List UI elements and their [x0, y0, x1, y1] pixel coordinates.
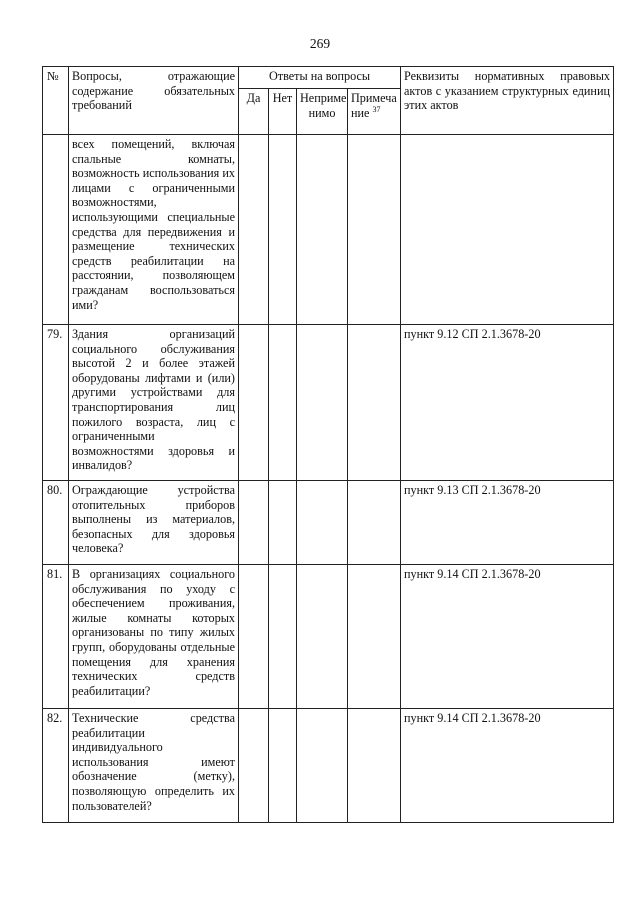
- header-not-applicable: [297, 89, 348, 135]
- row-reference: пункт 9.14 СП 2.1.3678-20: [401, 565, 614, 709]
- cell-no: [269, 325, 297, 481]
- checklist-table: [42, 66, 614, 823]
- row-question: Здания организаций социального обслуживания высотой 2 и более этажей оборудованы лифтами и (или) другими устройствами для транспортирования лиц пожилого возраста, лиц с ограниченными возможностями здоровья и инвалидов?: [69, 325, 239, 481]
- row-question: всех помещений, включая спальные комнаты, возможность использования их лицами с ограниченными возможностями, использующими специальные средства для передвижения и размещение технических средств реабилитации на расстоянии, позволяющем гражданам воспользоваться ими?: [69, 135, 239, 325]
- header-note: [348, 89, 401, 135]
- cell-note: [348, 325, 401, 481]
- header-answers: Ответы на вопросы: [239, 67, 401, 89]
- row-reference: [401, 135, 614, 325]
- row-question: В организациях социального обслуживания по уходу с обеспечением проживания, жилые комнаты которых организованы по типу жилых групп, оборудованы отдельные помещения для хранения технических средств реабилитации?: [69, 565, 239, 709]
- page-number: 269: [309, 36, 331, 51]
- footnote-marker: 37: [372, 104, 381, 114]
- cell-yes: [239, 135, 269, 325]
- header-note-line1: Примеча: [351, 91, 397, 105]
- row-reference: пункт 9.13 СП 2.1.3678-20: [401, 481, 614, 565]
- row-reference: пункт 9.14 СП 2.1.3678-20: [401, 709, 614, 823]
- cell-yes: [239, 325, 269, 481]
- row-num: [43, 135, 69, 325]
- row-num: 79.: [43, 325, 69, 481]
- cell-na: [297, 325, 348, 481]
- cell-no: [269, 481, 297, 565]
- header-yes: Да: [239, 89, 269, 135]
- row-num: 80.: [43, 481, 69, 565]
- cell-no: [269, 135, 297, 325]
- cell-yes: [239, 481, 269, 565]
- row-question: Ограждающие устройства отопительных приборов выполнены из материалов, безопасных для здоровья человека?: [69, 481, 239, 565]
- cell-note: [348, 481, 401, 565]
- header-num: №: [43, 67, 69, 135]
- cell-na: [297, 565, 348, 709]
- cell-no: [269, 565, 297, 709]
- table-row: [43, 135, 614, 325]
- cell-na: [297, 709, 348, 823]
- table-header-row: [43, 67, 614, 89]
- table-row: [43, 325, 614, 481]
- header-no: Нет: [269, 89, 297, 135]
- row-question: Технические средства реабилитации индивидуального использования имеют обозначение (метку), позволяющую определить их пользователей?: [69, 709, 239, 823]
- cell-na: [297, 481, 348, 565]
- cell-yes: [239, 709, 269, 823]
- row-num: 82.: [43, 709, 69, 823]
- header-na-line1: Неприме: [300, 91, 347, 105]
- cell-na: [297, 135, 348, 325]
- header-references: Реквизиты нормативных правовых актов с указанием структурных единиц этих актов: [401, 67, 614, 135]
- row-reference: пункт 9.12 СП 2.1.3678-20: [401, 325, 614, 481]
- cell-note: [348, 135, 401, 325]
- cell-note: [348, 709, 401, 823]
- cell-yes: [239, 565, 269, 709]
- header-questions: Вопросы, отражающие содержание обязательных требований: [69, 67, 239, 135]
- row-num: 81.: [43, 565, 69, 709]
- cell-note: [348, 565, 401, 709]
- header-note-line2: ние: [351, 105, 370, 120]
- table-row: [43, 565, 614, 709]
- header-na-line2: нимо: [308, 105, 336, 120]
- table-row: [43, 481, 614, 565]
- table-row: [43, 709, 614, 823]
- cell-no: [269, 709, 297, 823]
